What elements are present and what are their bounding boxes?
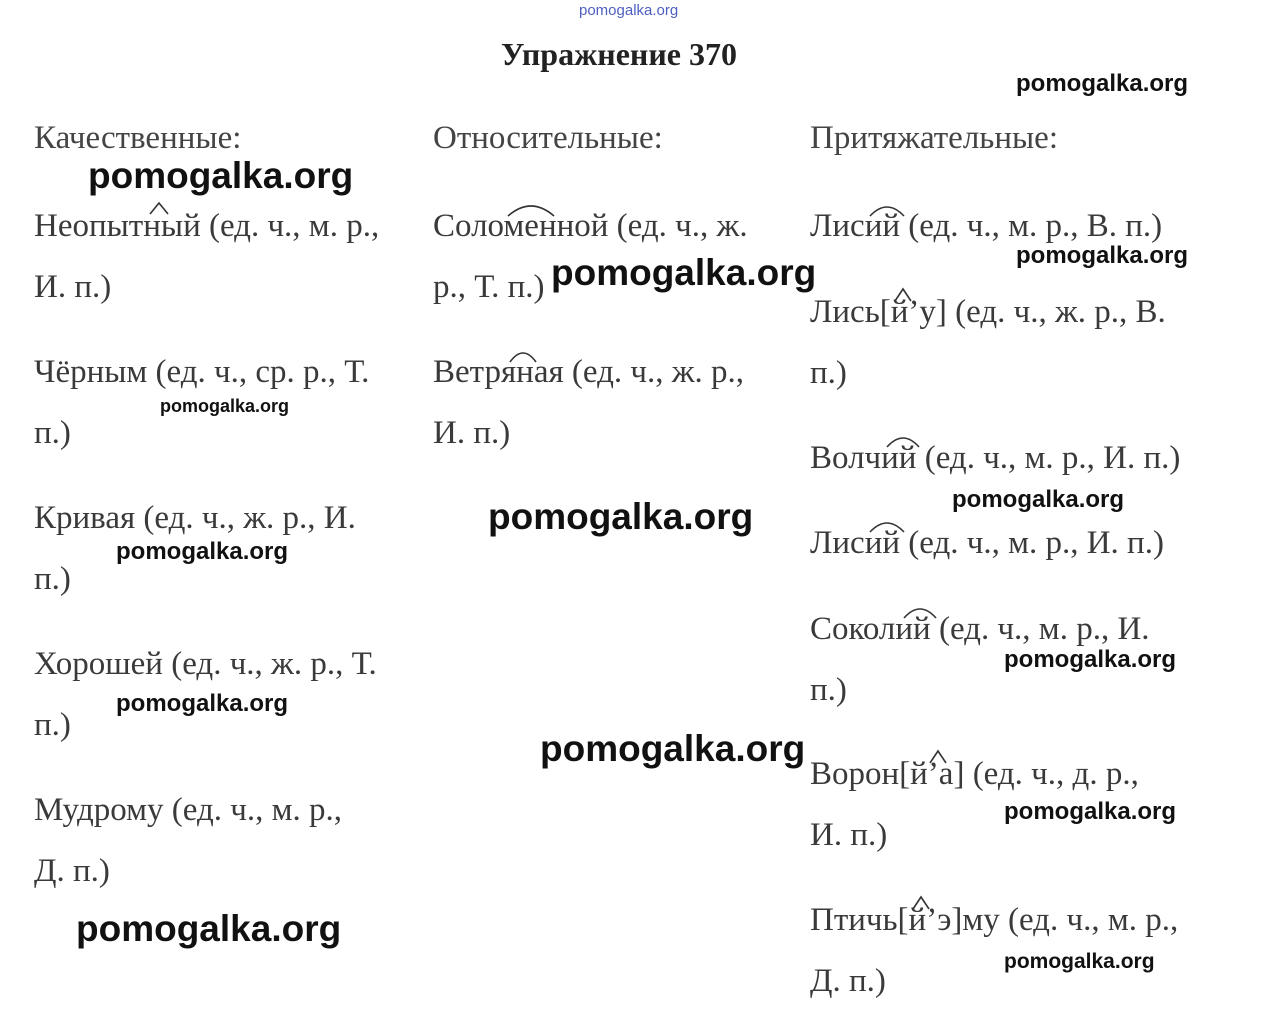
entry-line: Д. п.)	[810, 963, 886, 999]
entry-line: И. п.)	[34, 269, 112, 305]
entry-line: Лись[й’у] (ед. ч., ж. р., В.	[810, 294, 1166, 330]
heading-qualitative: Качественные:	[34, 120, 242, 156]
entry-line: р., Т. п.)	[433, 269, 545, 305]
entry-line: п.)	[34, 561, 71, 597]
watermark: pomogalka.org	[540, 728, 806, 769]
watermark: pomogalka.org	[952, 486, 1125, 513]
entry-line: Ветряная (ед. ч., ж. р.,	[433, 354, 745, 390]
suffix-arc-mark	[868, 200, 906, 218]
entry-possessive	[810, 428, 1180, 489]
suffix-caret-mark	[893, 285, 913, 303]
top-watermark: pomogalka.org	[579, 2, 679, 19]
entry-line: И. п.)	[433, 415, 511, 451]
entry-line: п.)	[34, 707, 71, 743]
entry-line: Кривая (ед. ч., ж. р., И.	[34, 500, 356, 536]
suffix-caret-mark	[928, 747, 948, 765]
entry-line: И. п.)	[810, 817, 888, 853]
entry-line: Хорошей (ед. ч., ж. р., Т.	[34, 646, 377, 682]
suffix-arc-mark	[868, 516, 906, 534]
suffix-arc-mark	[506, 200, 556, 218]
watermark: pomogalka.org	[160, 396, 290, 416]
entry-line: п.)	[810, 355, 847, 391]
watermark: pomogalka.org	[1016, 70, 1189, 97]
entry-possessive	[810, 282, 1166, 404]
watermark: pomogalka.org	[551, 252, 817, 293]
entry-line: Лисий (ед. ч., м. р., И. п.)	[810, 525, 1164, 561]
entry-line: п.)	[34, 415, 71, 451]
watermark: pomogalka.org	[1016, 242, 1189, 269]
watermark: pomogalka.org	[488, 496, 754, 537]
entry-line: Соломенной (ед. ч., ж.	[433, 208, 748, 244]
heading-possessive: Притяжательные:	[810, 120, 1058, 156]
watermark: pomogalka.org	[1004, 646, 1177, 673]
entry-line: Неопытный (ед. ч., м. р.,	[34, 208, 380, 244]
page-title: Упражнение 370	[500, 36, 737, 72]
entry-qualitative	[34, 196, 379, 318]
watermark: pomogalka.org	[1004, 950, 1155, 973]
entry-possessive	[810, 513, 1164, 574]
heading-relative: Относительные:	[433, 120, 663, 156]
suffix-arc-mark	[885, 431, 921, 449]
entry-qualitative	[34, 780, 342, 902]
suffix-caret-mark	[911, 893, 931, 911]
suffix-arc-mark	[902, 602, 938, 620]
entry-line: Ворон[й’а] (ед. ч., д. р.,	[810, 756, 1139, 792]
suffix-caret-mark	[148, 200, 170, 216]
watermark: pomogalka.org	[116, 538, 289, 565]
entry-line: Птичь[й’э]му (ед. ч., м. р.,	[810, 902, 1179, 938]
entry-line: Лисий (ед. ч., м. р., В. п.)	[810, 208, 1163, 244]
entry-line: Чёрным (ед. ч., ср. р., Т.	[34, 354, 370, 390]
suffix-arc-mark	[508, 346, 538, 364]
watermark: pomogalka.org	[1004, 798, 1177, 825]
watermark: pomogalka.org	[116, 690, 289, 717]
entry-line: п.)	[810, 672, 847, 708]
entry-line: Д. п.)	[34, 853, 110, 889]
watermark: pomogalka.org	[88, 155, 354, 196]
entry-line: Соколий (ед. ч., м. р., И.	[810, 611, 1150, 647]
entry-relative	[433, 342, 744, 464]
watermark: pomogalka.org	[76, 908, 342, 949]
entry-line: Мудрому (ед. ч., м. р.,	[34, 792, 342, 828]
entry-line: Волчий (ед. ч., м. р., И. п.)	[810, 440, 1181, 476]
